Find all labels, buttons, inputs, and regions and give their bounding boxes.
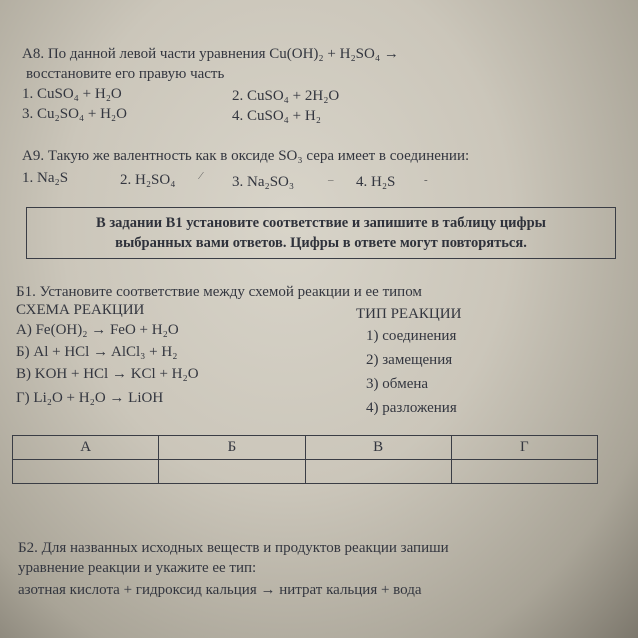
b2-line1: Б2. Для названных исходных веществ и продуктов реакции запиши xyxy=(18,540,449,556)
b1-instruction-line2: выбранных вами ответов. Цифры в ответе могут повторяться. xyxy=(115,235,527,251)
b1-type-3: 3) обмена xyxy=(366,376,429,392)
a8-option-3: 3. Cu₂SO₄ + H₂O xyxy=(22,106,127,122)
answer-table-header-row xyxy=(13,436,598,460)
b2-line2: уравнение реакции и укажите ее тип: xyxy=(18,560,257,576)
pencil-dash-mark: - xyxy=(424,174,428,186)
answer-table-input-row xyxy=(13,460,598,484)
a8-question-line1: А8. По данной левой части уравнения Cu(OH)₂ + H₂SO₄ → xyxy=(22,46,399,62)
a8-option-1: 1. CuSO₄ + H₂O xyxy=(22,86,122,102)
pencil-dash-mark: – xyxy=(328,174,334,186)
b1-type-4: 4) разложения xyxy=(366,400,457,416)
b1-right-header: ТИП РЕАКЦИИ xyxy=(356,306,462,322)
answer-header-g: Г xyxy=(451,436,597,460)
answer-cell-g[interactable] xyxy=(451,460,597,484)
answer-cell-a[interactable] xyxy=(13,460,159,484)
answer-header-a: А xyxy=(13,436,159,460)
b1-scheme-v: В) KOH + HCl → KCl + H₂O xyxy=(16,366,199,382)
b1-scheme-a: А) Fe(OH)₂ → FeO + H₂O xyxy=(16,322,179,338)
a9-option-4: 4. H₂S xyxy=(356,174,396,190)
a9-question: А9. Такую же валентность как в оксиде SO₃ сера имеет в соединении: xyxy=(22,148,470,164)
b1-title: Б1. Установите соответствие между схемой реакции и ее типом xyxy=(16,284,422,300)
a9-option-1: 1. Na₂S xyxy=(22,170,69,186)
a8-option-4: 4. CuSO₄ + H₂ xyxy=(232,108,321,124)
b1-instruction-box xyxy=(26,207,616,259)
pencil-tick-mark: ⁄ xyxy=(200,170,202,182)
b1-instruction-line1: В задании В1 установите соответствие и запишите в таблицу цифры xyxy=(96,215,546,231)
a9-option-2: 2. H₂SO₄ xyxy=(120,172,176,188)
answer-cell-b[interactable] xyxy=(159,460,305,484)
b1-scheme-b: Б) Al + HCl → AlCl₃ + H₂ xyxy=(16,344,178,360)
b1-type-2: 2) замещения xyxy=(366,352,453,368)
a8-option-2: 2. CuSO₄ + 2H₂O xyxy=(232,88,340,104)
b1-scheme-g: Г) Li₂O + H₂O → LiOH xyxy=(16,390,164,406)
answer-cell-v[interactable] xyxy=(305,460,451,484)
a9-option-3: 3. Na₂SO₃ xyxy=(232,174,295,190)
answer-header-v: В xyxy=(305,436,451,460)
b1-type-1: 1) соединения xyxy=(366,328,457,344)
b1-answer-table xyxy=(12,435,598,484)
b2-line3: азотная кислота + гидроксид кальция → нитрат кальция + вода xyxy=(18,582,422,598)
a8-question-line2: восстановите его правую часть xyxy=(26,66,225,82)
answer-header-b: Б xyxy=(159,436,305,460)
b1-left-header: СХЕМА РЕАКЦИИ xyxy=(16,302,145,318)
